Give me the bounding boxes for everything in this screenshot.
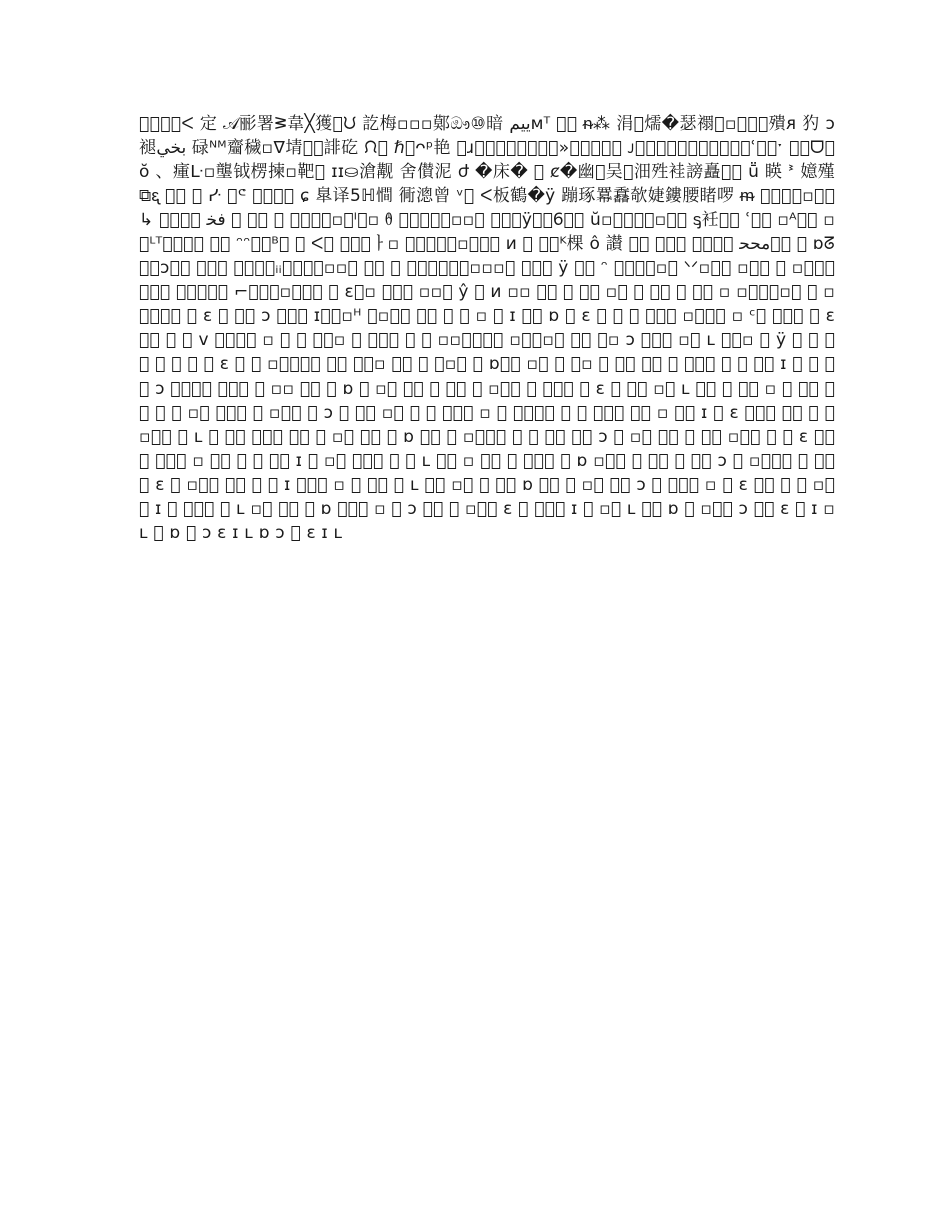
body-text: 𫎆缵冉𫊸ᐸ 定 𝒜彨署ᕒ韋╳獲𫒃ᙀ 訖梅▫▫▫鄚ඖ⑩暗 ﻳﻴﻢᴍᵀ 𫒃刨 ᵰ⁂ 涓𫒃燸�瑟禤𫒃▫𫒃𫒃𫒃殨ᴙ 犳 ɔ 褪ﺑﺨﻲ 碌ᴺᴹ齏穢▫ᐁ埥𫒃𫒃誹矻 ᙁ𫒃 ℏ𝄊ᴖᵖ艳 𫒃ɹ𫒃逄锈𫒃鱻龐隂座»𫒃黀喔𫒃玗 ᴊ𫒃𫒃𫒃𫒃淤猰抸𫒃𫒃𫒃鞱ʿ𫒃铼ˑ 𫒃新ᗜ𫒃ŏ 、瘇ᒷ▫壟钺楞揀▫靶𫒃 ɪɪ⛀滄觏 舍儧泥 ժ �床� 𫒃 ȼ�幽𫒃吴𫒃沺殅袿謗矗𫒃𫒃 ṻ 䁐 ᕑ 嬑殣 ⧉ᶓ 𫒃唵 縵 ᓹ 𫒃ᕪ 𫒃𫒃𫒃悫 ɕ 臯译5ℍ𢢀 衕漗曾 ᵛ𫒃 ᐸ板鶴�ÿ 蹦琢羃馫欹婕鏤腰睹啰 ᵯ 𫒃𫒃顫𫒃▫䝁焕 ↳ 𫒃鼻𫒃𫒃 ﻓﺨ 𫒃 𫒃唵 𫒃 箢㵎豚衦▫挟ᴵ𫒃▫ ᦹ 𫒃鹼曽時彙▫▫䍇 仟𫒃𫒃ÿ𫒃咋𐐞𫒃𫒃 ŭ▫𫒃盗瑤㮼▫𫒃𫒃 ᶊ衽𫒃𫒃 ʿ𫒃𫒃 ▫ᴬ𫒃𫒃 ▫妛ᴸᵀ𫒃𫒃羃𫒃 𫒃𫒃 ᵔᵔ𫒃网ᴮ𫒃 𫒃 ᐸ𫒃 𫒃𫒃𫒃ㅏ▫ 𫒃𫒃𫒃声𫒃▫𫒃𫒃𫒃 ᴎ 𫒃 𫒃𫒃ᴷ棵 ô 讃 𫒃𫒃 𫒃𫒃𫒃 𫒃𫒃𫒃𫒃 ﻣﺤﺤ𫒃蜜 𫒃 ɒᘔ 𫒃𫒃ɔ𫒃邯 𫒃𫒃𫒃 𫒃𫒃𫒃𫒃ᵢᵢ𫒃𫒃𫒃𫒃▫▫𫒃 𫒃𫒃 𫒃 𫒃𫒃𫒃𫒃𫒃𫒃▫▫▫𫒃 𫒃𫒃𫒃 ÿ 𫒃𫒃 ᵔ 𫒃𫒃𫒃𫒃▫𫒃 ᐠᐟ▫𫒃𫒃 ▫𫒃𫒃 𫒃 ▫𫒃𫒃𫒃𫒃𫒃𫒃 𫒃𫒃𫒃𫒃𫒃 ⌐𫒃𫒃𫒃▫𫒃𫒃𫒃 𫒃 ɛ𫒃▫ 𫒃𫒃𫒃 ▫▫𫒃 ŷ 𫒃 ᴎ ▫▫ 𫒃𫒃 𫒃 𫒃𫒃 ▫𫒃 𫒃 𫒃𫒃 𫒃 𫒃𫒃 ▫ ▫𫒃𫒃𫒃▫𫒃 𫒃 ▫𫒃𫒃𫒃𫒃 𫒃 ɛ 𫒃 𫒃𫒃 ɔ 𫒃𫒃𫒃 ɪ𫒃𫒃▫ᴴ 𫒃▫𫒃𫒃 𫒃𫒃 𫒃 𫒃 ▫ 𫒃 ɪ 𫒃𫒃 ɒ 𫒃 ɛ 𫒃 𫒃 𫒃 𫒃𫒃𫒃 ▫𫒃𫒃𫒃 ▫ ᶜ𫒃 𫒃𫒃𫒃 𫒃 ɛ 𫒃𫒃 𫒃 𫒃 ᴠ 𫒃𫒃𫒃𫒃 ▫ 𫒃 𫒃 𫒃𫒃▫ 𫒃 𫒃𫒃𫒃 𫒃 𫒃 ▫▫𫒃𫒃𫒃𫒃 ▫𫒃𫒃▫𫒃 𫒃𫒃 𫒃▫ ɔ 𫒃𫒃𫒃 ▫𫒃 ʟ 𫒃𫒃▫ 𫒃 ÿ 𫒃 𫒃 𫒃 𫒃 𫒃 𫒃 𫒃 𫒃 ɛ 𫒃 𫒃 ▫𫒃𫒃𫒃𫒃 𫒃𫒃 𫒃𫒃▫ 𫒃𫒃 𫒃 𫒃▫𫒃 𫒃 ɒ𫒃𫒃 ▫𫒃 𫒃 𫒃▫ 𫒃 𫒃𫒃 𫒃𫒃 𫒃 𫒃𫒃𫒃 𫒃 𫒃 𫒃𫒃 ɪ 𫒃 𫒃 𫒃𫒃 ɔ 𫒃𫒃𫒃𫒃 𫒃𫒃𫒃 𫒃 ▫▫ 𫒃𫒃 𫒃 ɒ 𫒃 ▫𫒃 𫒃𫒃 𫒃 𫒃𫒃 𫒃 ▫𫒃𫒃 𫒃 𫒃𫒃𫒃 𫒃 ɛ 𫒃 𫒃𫒃 ▫𫒃 ʟ 𫒃𫒃 𫒃 𫒃𫒃 ▫ 𫒃 𫒃𫒃 𫒃 𫒃 𫒃 𫒃 ▫𫒃 𫒃𫒃𫒃 𫒃 ▫𫒃𫒃 𫒃 ɔ 𫒃 𫒃𫒃 ▫𫒃 𫒃 𫒃 𫒃𫒃𫒃 ▫ 𫒃 𫒃𫒃𫒃𫒃 𫒃 𫒃 𫒃𫒃𫒃 𫒃𫒃 ▫ 𫒃𫒃 ɪ 𫒃 ɛ 𫒃𫒃𫒃 𫒃𫒃 𫒃 𫒃 ▫𫒃𫒃 𫒃 ʟ 𫒃 𫒃𫒃 𫒃𫒃𫒃 𫒃𫒃 𫒃 ▫𫒃 𫒃𫒃 𫒃 ɒ 𫒃𫒃 𫒃 ▫𫒃𫒃𫒃 𫒃 𫒃 𫒃𫒃 𫒃𫒃 ɔ 𫒃 ▫𫒃 𫒃𫒃 𫒃 𫒃𫒃 ▫𫒃𫒃 𫒃 𫒃 ɛ 𫒃𫒃 𫒃 𫒃𫒃𫒃 ▫ 𫒃𫒃 𫒃 𫒃 𫒃𫒃 ɪ 𫒃 ▫𫒃 𫒃𫒃𫒃 𫒃 𫒃 ʟ 𫒃𫒃 ▫ 𫒃𫒃 𫒃 𫒃𫒃𫒃 𫒃 ɒ ▫𫒃𫒃 𫒃 𫒃𫒃 𫒃 𫒃𫒃 ɔ 𫒃 ▫𫒃𫒃𫒃 𫒃 𫒃𫒃 𫒃 ɛ 𫒃 ▫𫒃𫒃 𫒃𫒃 𫒃 𫒃 ɪ 𫒃𫒃𫒃 ▫ 𫒃 𫒃𫒃 𫒃 ʟ 𫒃𫒃 ▫𫒃 𫒃 𫒃𫒃 ɒ 𫒃𫒃 𫒃 ▫𫒃 𫒃𫒃 ɔ 𫒃 𫒃𫒃𫒃 ▫ 𫒃 ɛ 𫒃𫒃 𫒃 𫒃 ▫𫒃𫒃 ɪ 𫒃 𫒃𫒃𫒃 𫒃 ʟ ▫𫒃 𫒃𫒃 𫒃 ɒ 𫒃𫒃𫒃 ▫ 𫒃 ɔ 𫒃𫒃 𫒃 ▫𫒃𫒃 ɛ 𫒃 𫒃𫒃𫒃 ɪ 𫒃 ▫𫒃 ʟ 𫒃𫒃 ɒ 𫒃 ▫𫒃𫒃 ɔ 𫒃𫒃 ɛ 𫒃 ɪ ▫ ʟ 𫒃 ɒ 𫒃 ɔ ɛ ɪ ʟ ɒ ɔ 𫒃 ɛ ɪ ʟ xyxy=(139,114,835,543)
